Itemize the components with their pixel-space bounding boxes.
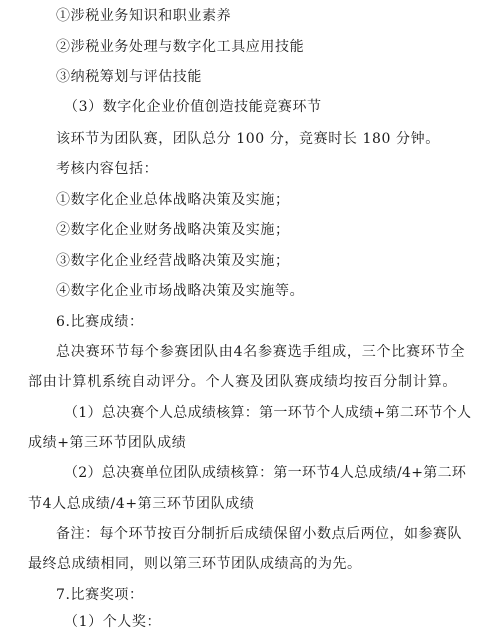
paragraph-content-intro: 考核内容包括： (56, 161, 159, 177)
content-item-overall-strategy: ①数字化企业总体战略决策及实施； (56, 192, 290, 208)
paragraph-individual-line-2: 成绩+第三环节团队成绩 (28, 435, 187, 451)
subheading-individual-award: （1）个人奖： (64, 614, 162, 630)
skill-item-tax-processing: ②涉税业务处理与数字化工具应用技能 (56, 39, 305, 55)
paragraph-team-score-line-2: 节4人总成绩/4+第三环节团队成绩 (28, 496, 255, 512)
section-heading-awards: 7.比赛奖项： (56, 587, 144, 603)
section-heading-scores: 6.比赛成绩： (56, 314, 144, 330)
paragraph-team-format: 该环节为团队赛，团队总分 100 分，竞赛时长 180 分钟。 (56, 131, 440, 147)
paragraph-scoring-line-2: 部由计算机系统自动评分。个人赛及团队赛成绩均按百分制计算。 (28, 374, 458, 390)
paragraph-note-line-2: 最终总成绩相同，则以第三环节团队成绩高的为先。 (28, 556, 362, 572)
skill-item-tax-planning: ③纳税筹划与评估技能 (56, 69, 202, 85)
content-item-market-strategy: ④数字化企业市场战略决策及实施等。 (56, 283, 305, 299)
section-heading-value-creation: （3）数字化企业价值创造技能竞赛环节 (64, 99, 322, 115)
skill-item-tax-knowledge: ①涉税业务知识和职业素养 (56, 8, 232, 24)
paragraph-team-score-line-1: （2）总决赛单位团队成绩核算：第一环节4人总成绩/4+第二环 (64, 465, 467, 481)
paragraph-note-line-1: 备注：每个环节按百分制折后成绩保留小数点后两位，如参赛队 (56, 526, 462, 542)
paragraph-individual-line-1: （1）总决赛个人总成绩核算：第一环节个人成绩+第二环节个人 (64, 405, 472, 421)
content-item-financial-strategy: ②数字化企业财务战略决策及实施； (56, 222, 290, 238)
paragraph-scoring-line-1: 总决赛环节每个参赛团队由4名参赛选手组成，三个比赛环节全 (56, 344, 466, 360)
content-item-operation-strategy: ③数字化企业经营战略决策及实施； (56, 253, 290, 269)
